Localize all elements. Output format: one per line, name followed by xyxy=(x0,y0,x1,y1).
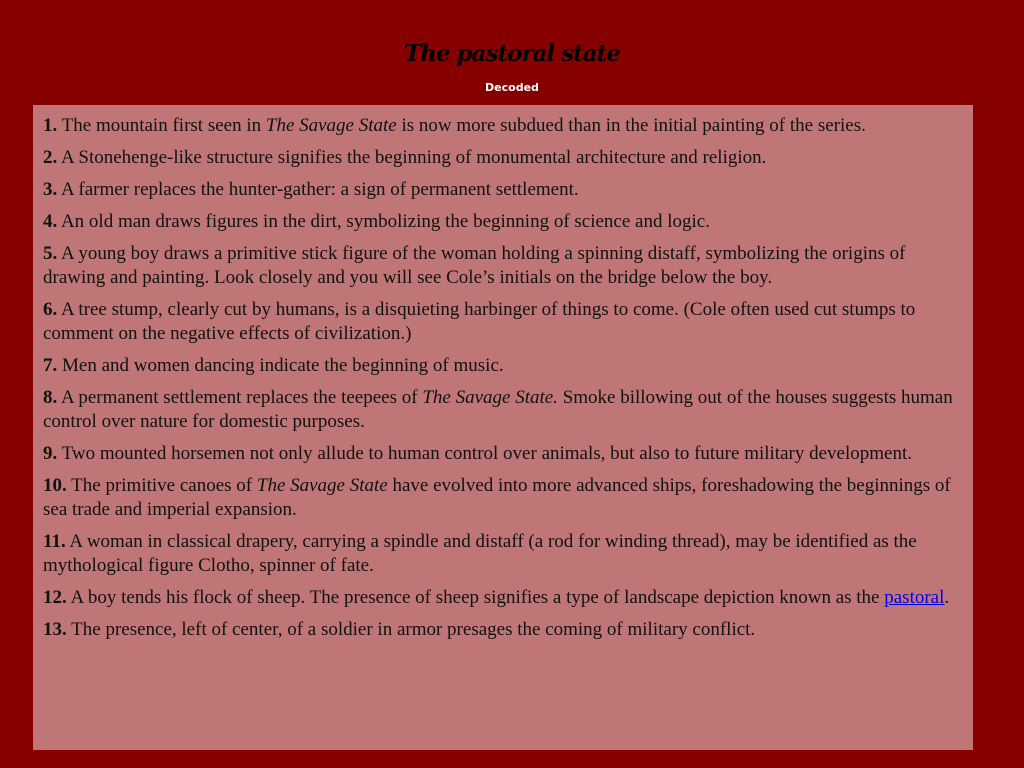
item-number: 3. xyxy=(43,179,58,200)
list-item xyxy=(43,354,963,378)
item-text: have evolved into more advanced ships, foreshadowing the beginnings of sea trade and imperial expansion. xyxy=(43,475,951,520)
item-number: 8. xyxy=(43,387,58,408)
item-number: 4. xyxy=(43,211,58,232)
item-text: Smoke billowing out of the houses suggests human control over nature for domestic purposes. xyxy=(43,387,953,432)
list-item xyxy=(43,386,963,434)
slide-subtitle: Decoded xyxy=(485,81,539,94)
item-number: 13. xyxy=(43,619,67,640)
item-text: . xyxy=(944,587,950,608)
item-number: 12. xyxy=(43,587,67,608)
notes-panel xyxy=(33,105,973,750)
item-text: An old man draws figures in the dirt, symbolizing the beginning of science and logic. xyxy=(57,211,710,232)
item-text: A permanent settlement replaces the teepees of xyxy=(57,387,423,408)
list-item xyxy=(43,210,963,234)
item-text: A boy tends his flock of sheep. The presence of sheep signifies a type of landscape depiction known as the xyxy=(66,587,885,608)
item-number: 10. xyxy=(43,475,67,496)
item-number: 6. xyxy=(43,299,58,320)
item-text: Two mounted horsemen not only allude to human control over animals, but also to future military development. xyxy=(57,443,912,464)
item-number: 2. xyxy=(43,147,58,168)
list-item xyxy=(43,474,963,522)
list-item xyxy=(43,530,963,578)
item-text: The mountain first seen in xyxy=(57,115,266,136)
item-text: A Stonehenge-like structure signifies the beginning of monumental architecture and religion. xyxy=(57,147,767,168)
painting-title: The Savage State. xyxy=(422,387,558,408)
item-text: A tree stump, clearly cut by humans, is a disquieting harbinger of things to come. (Cole often used cut stumps to comment on the negative effects of civilization.) xyxy=(43,299,916,344)
item-text: A young boy draws a primitive stick figure of the woman holding a spinning distaff, symbolizing the origins of drawing and painting. Look closely and you will see Cole’s initials on the bridge below the boy. xyxy=(43,243,906,288)
item-text: A woman in classical drapery, carrying a spindle and distaff (a rod for winding thread), may be identified as the mythological figure Clotho, spinner of fate. xyxy=(43,531,917,576)
list-item xyxy=(43,178,963,202)
item-text: Men and women dancing indicate the beginning of music. xyxy=(57,355,504,376)
list-item xyxy=(43,618,963,642)
list-item xyxy=(43,114,963,138)
list-item xyxy=(43,442,963,466)
item-number: 9. xyxy=(43,443,58,464)
list-item xyxy=(43,242,963,290)
slide-title: The pastoral state xyxy=(404,40,620,67)
item-text: The primitive canoes of xyxy=(66,475,257,496)
list-item xyxy=(43,298,963,346)
item-number: 1. xyxy=(43,115,58,136)
item-text: The presence, left of center, of a soldier in armor presages the coming of military conflict. xyxy=(66,619,756,640)
list-item xyxy=(43,586,963,610)
item-text: A farmer replaces the hunter-gather: a sign of permanent settlement. xyxy=(57,179,579,200)
painting-title: The Savage State xyxy=(265,115,397,136)
item-number: 7. xyxy=(43,355,58,376)
item-number: 5. xyxy=(43,243,58,264)
item-number: 11. xyxy=(43,531,66,552)
pastoral-link[interactable]: pastoral xyxy=(884,587,945,608)
item-text: is now more subdued than in the initial painting of the series. xyxy=(396,115,866,136)
list-item xyxy=(43,146,963,170)
painting-title: The Savage State xyxy=(256,475,388,496)
